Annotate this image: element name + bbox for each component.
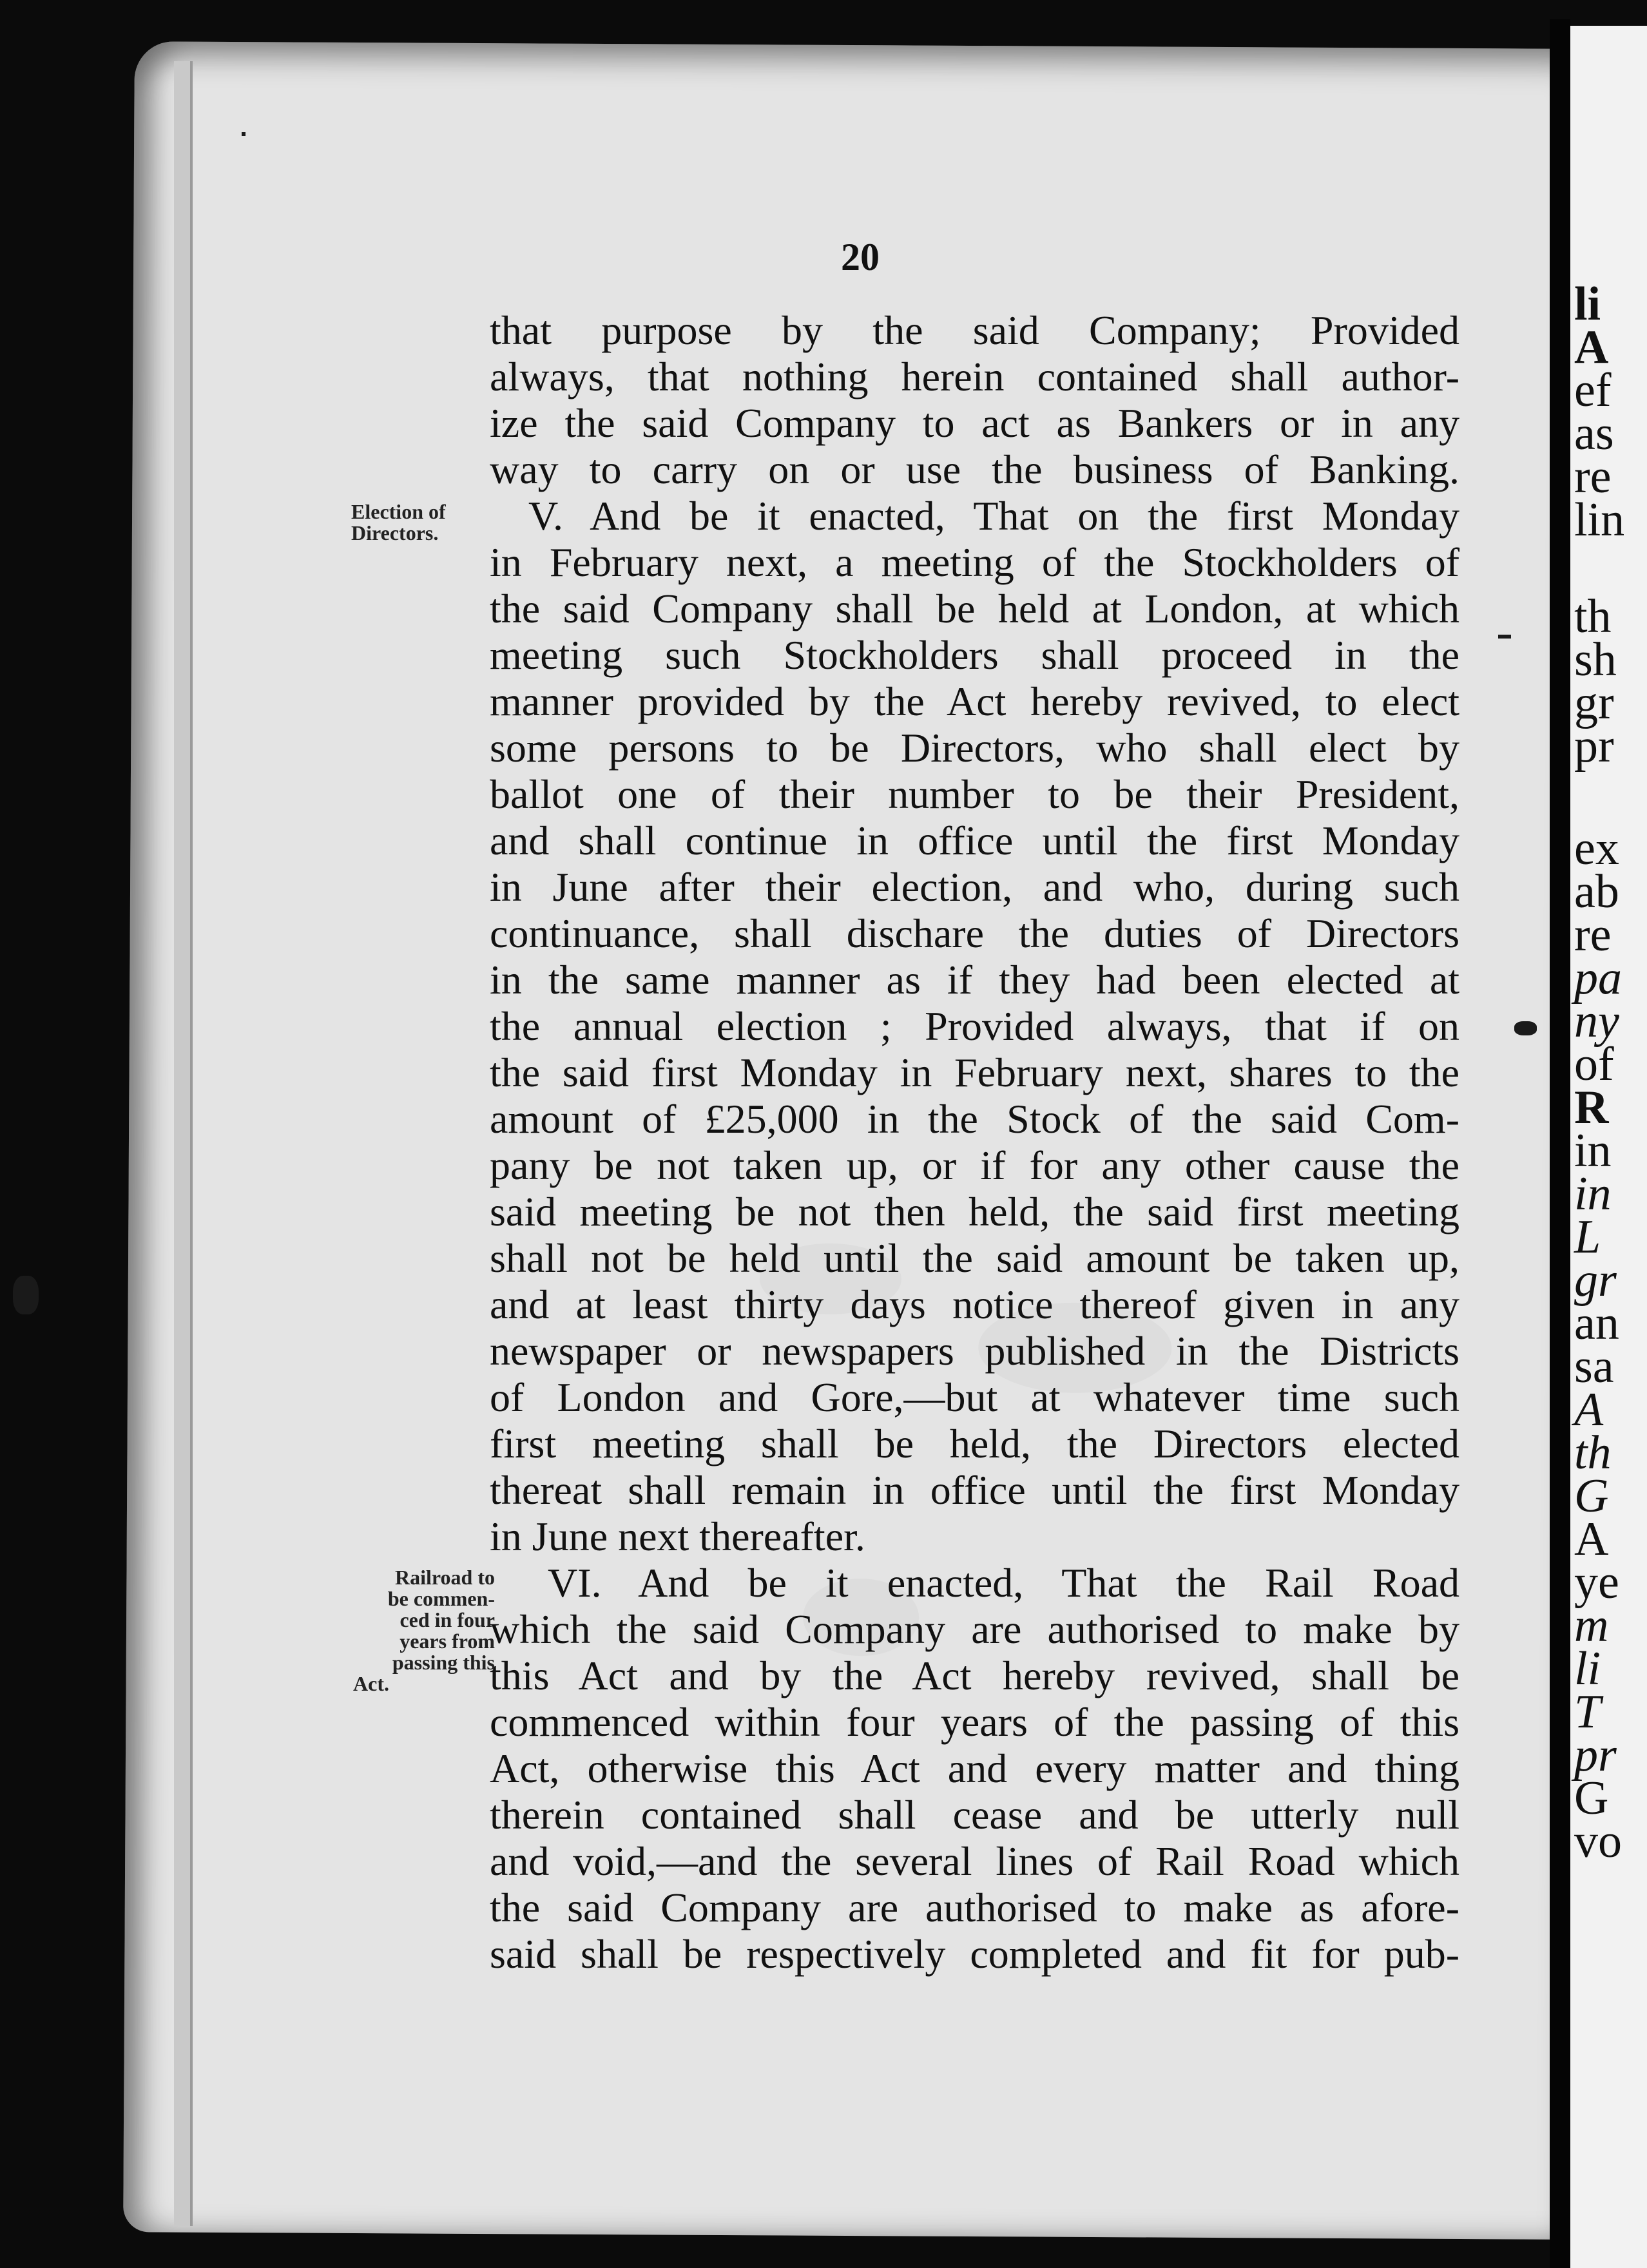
facing-text: ye xyxy=(1574,1556,1619,1609)
facing-text: T xyxy=(1574,1686,1601,1738)
facing-text: an xyxy=(1574,1297,1619,1350)
speck xyxy=(242,132,246,136)
text-line: in June after their election, and who, during such xyxy=(490,864,1459,910)
text-line: and shall continue in office until the first Monday xyxy=(490,818,1459,863)
text-line: always, that nothing herein contained shall author- xyxy=(490,354,1459,399)
speck xyxy=(1498,635,1511,639)
margin-note-line: passing this xyxy=(392,1651,495,1674)
margin-note-line: years from xyxy=(400,1629,495,1653)
section-vi-start: VI. And be it enacted, That the Rail Road xyxy=(548,1560,1459,1606)
text-line: that purpose by the said Company; Provided xyxy=(490,307,1459,353)
facing-text: gr xyxy=(1574,1254,1617,1307)
text-line: manner provided by the Act hereby revived, to elect xyxy=(490,678,1459,724)
text-line: therein contained shall cease and be utterly null xyxy=(490,1792,1459,1838)
text-line: in the same manner as if they had been elected at xyxy=(490,957,1459,1003)
facing-text: th xyxy=(1574,590,1612,643)
facing-text: of xyxy=(1574,1038,1614,1091)
text-line: the said first Monday in February next, shares to the xyxy=(490,1050,1459,1095)
margin-note-line: be commen- xyxy=(387,1587,495,1610)
margin-note-line: Railroad to xyxy=(395,1566,495,1589)
text-line: the said Company shall be held at London, at which xyxy=(490,586,1459,631)
text-line: ballot one of their number to be their President, xyxy=(490,771,1459,817)
text-line: and at least thirty days notice thereof given in any xyxy=(490,1282,1459,1327)
text-line: commenced within four years of the passing of this xyxy=(490,1699,1459,1745)
text-line: of London and Gore,—but at whatever time such xyxy=(490,1374,1459,1420)
facing-text: ab xyxy=(1574,865,1619,918)
facing-text: in xyxy=(1574,1168,1612,1220)
facing-text: pr xyxy=(1574,720,1614,773)
text-line: Act, otherwise this Act and every matter and thing xyxy=(490,1745,1459,1791)
facing-text: G xyxy=(1574,1470,1609,1523)
speck xyxy=(13,1276,39,1314)
facing-text: sa xyxy=(1574,1340,1614,1393)
book-gutter xyxy=(1550,19,1570,2268)
facing-text: pr xyxy=(1574,1729,1617,1782)
facing-page xyxy=(1570,26,1647,2268)
facing-text: vo xyxy=(1574,1815,1622,1868)
text-line: first meeting shall be held, the Directors elected xyxy=(490,1421,1459,1466)
text-line: thereat shall remain in office until the first Monday xyxy=(490,1467,1459,1513)
text-line: amount of £25,000 in the Stock of the said Com- xyxy=(490,1096,1459,1142)
margin-note-line: ced in four xyxy=(400,1608,495,1631)
text-line: meeting such Stockholders shall proceed in the xyxy=(490,632,1459,678)
page-number: 20 xyxy=(841,236,880,278)
margin-note-line: Directors. xyxy=(351,521,439,544)
text-line: the annual election ; Provided always, that if on xyxy=(490,1003,1459,1049)
facing-text: sh xyxy=(1574,633,1617,686)
text-line: way to carry on or use the business of Banking. xyxy=(490,447,1459,492)
facing-text: ny xyxy=(1574,995,1619,1048)
text-line: this Act and by the Act hereby revived, shall be xyxy=(490,1653,1459,1698)
facing-text: ef xyxy=(1574,364,1612,417)
text-line: shall not be held until the said amount be taken up, xyxy=(490,1235,1459,1281)
page-edge xyxy=(174,61,193,2226)
text-line: some persons to be Directors, who shall elect by xyxy=(490,725,1459,771)
facing-text: in xyxy=(1574,1124,1612,1177)
section-v-start: V. And be it enacted, That on the first Monday xyxy=(528,493,1459,539)
facing-text: re xyxy=(1574,908,1612,961)
facing-text: A xyxy=(1574,1383,1604,1436)
text-line: said shall be respectively completed and fit for pub- xyxy=(490,1931,1459,1977)
facing-text: gr xyxy=(1574,677,1614,729)
facing-text: A xyxy=(1574,321,1609,374)
facing-text: lin xyxy=(1574,494,1625,546)
text-line: pany be not taken up, or if for any other cause the xyxy=(490,1142,1459,1188)
margin-note-line: Election of xyxy=(351,500,446,523)
text-line: in February next, a meeting of the Stockholders of xyxy=(490,539,1459,585)
text-line: said meeting be not then held, the said first meeting xyxy=(490,1189,1459,1235)
facing-text: G xyxy=(1574,1772,1609,1825)
facing-text: L xyxy=(1574,1211,1601,1264)
margin-note-railroad xyxy=(353,1567,495,1695)
facing-text: th xyxy=(1574,1427,1612,1479)
text-line: and void,—and the several lines of Rail Road which xyxy=(490,1838,1459,1884)
text-line: ize the said Company to act as Bankers or in any xyxy=(490,400,1459,446)
text-line: newspaper or newspapers published in the Districts xyxy=(490,1328,1459,1374)
facing-text: R xyxy=(1574,1081,1609,1134)
facing-text: li xyxy=(1574,1642,1601,1695)
facing-text: m xyxy=(1574,1599,1609,1652)
text-line: continuance, shall dischare the duties of Directors xyxy=(490,910,1459,956)
facing-text: pa xyxy=(1574,952,1622,1004)
text-line: the said Company are authorised to make as afore- xyxy=(490,1885,1459,1930)
margin-note-line: Act. xyxy=(353,1672,389,1695)
facing-text: ex xyxy=(1574,822,1619,875)
facing-text: A xyxy=(1574,1513,1609,1566)
text-line: which the said Company are authorised to make by xyxy=(490,1606,1459,1652)
facing-text: li xyxy=(1574,278,1601,331)
margin-note-election xyxy=(351,501,490,544)
text-line: in June next thereafter. xyxy=(490,1514,865,1559)
facing-text: as xyxy=(1574,407,1614,460)
speck xyxy=(1514,1021,1537,1035)
facing-text: re xyxy=(1574,450,1612,503)
